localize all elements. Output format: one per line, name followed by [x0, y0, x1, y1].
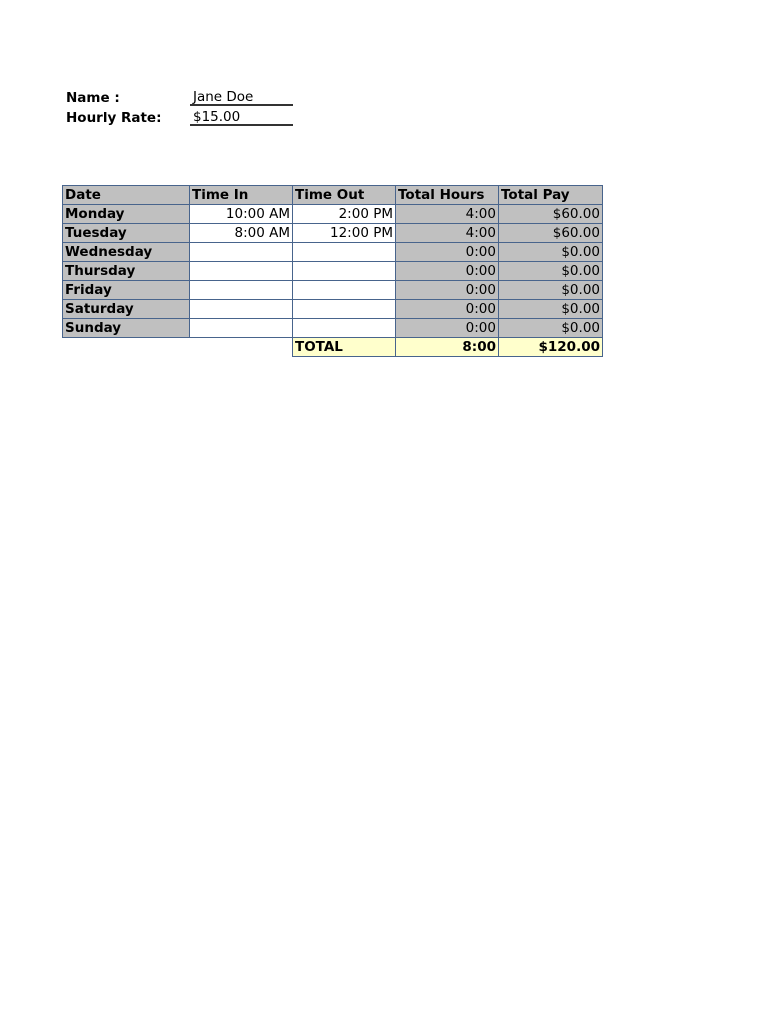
total-hours-cell: 4:00 [396, 224, 499, 243]
total-pay-cell: $60.00 [499, 224, 603, 243]
time-out-cell[interactable] [293, 300, 396, 319]
total-hours-sum: 8:00 [396, 338, 499, 357]
total-hours-cell: 0:00 [396, 319, 499, 338]
name-field[interactable]: Jane Doe [190, 88, 293, 106]
table-row [63, 262, 603, 281]
day-cell: Tuesday [63, 224, 190, 243]
total-pay-cell: $0.00 [499, 300, 603, 319]
day-cell: Saturday [63, 300, 190, 319]
table-row [63, 319, 603, 338]
total-pay-cell: $0.00 [499, 243, 603, 262]
time-in-cell[interactable]: 10:00 AM [190, 205, 293, 224]
header-total-pay: Total Pay [499, 186, 603, 205]
time-out-cell[interactable]: 2:00 PM [293, 205, 396, 224]
day-cell: Friday [63, 281, 190, 300]
time-in-cell[interactable] [190, 243, 293, 262]
header-total-hours: Total Hours [396, 186, 499, 205]
total-pay-cell: $60.00 [499, 205, 603, 224]
time-out-cell[interactable] [293, 281, 396, 300]
table-row [63, 300, 603, 319]
day-cell: Thursday [63, 262, 190, 281]
timesheet-table [62, 185, 603, 357]
day-cell: Wednesday [63, 243, 190, 262]
total-label: TOTAL [293, 338, 396, 357]
total-hours-cell: 0:00 [396, 281, 499, 300]
time-out-cell[interactable] [293, 319, 396, 338]
day-cell: Monday [63, 205, 190, 224]
header-row [63, 186, 603, 205]
total-hours-cell: 0:00 [396, 262, 499, 281]
total-pay-cell: $0.00 [499, 319, 603, 338]
time-out-cell[interactable] [293, 262, 396, 281]
time-in-cell[interactable] [190, 319, 293, 338]
table-row [63, 281, 603, 300]
table-row [63, 205, 603, 224]
table-row [63, 224, 603, 243]
name-label: Name : [66, 90, 120, 106]
empty-cell [63, 338, 190, 357]
hourly-rate-field[interactable]: $15.00 [190, 108, 293, 126]
time-in-cell[interactable]: 8:00 AM [190, 224, 293, 243]
total-pay-sum: $120.00 [499, 338, 603, 357]
time-in-cell[interactable] [190, 281, 293, 300]
total-pay-cell: $0.00 [499, 281, 603, 300]
empty-cell [190, 338, 293, 357]
day-cell: Sunday [63, 319, 190, 338]
time-in-cell[interactable] [190, 262, 293, 281]
header-date: Date [63, 186, 190, 205]
header-time-in: Time In [190, 186, 293, 205]
time-in-cell[interactable] [190, 300, 293, 319]
total-hours-cell: 4:00 [396, 205, 499, 224]
time-out-cell[interactable] [293, 243, 396, 262]
total-row [63, 338, 603, 357]
total-hours-cell: 0:00 [396, 243, 499, 262]
total-hours-cell: 0:00 [396, 300, 499, 319]
hourly-rate-label: Hourly Rate: [66, 110, 162, 126]
table-row [63, 243, 603, 262]
header-time-out: Time Out [293, 186, 396, 205]
total-pay-cell: $0.00 [499, 262, 603, 281]
time-out-cell[interactable]: 12:00 PM [293, 224, 396, 243]
